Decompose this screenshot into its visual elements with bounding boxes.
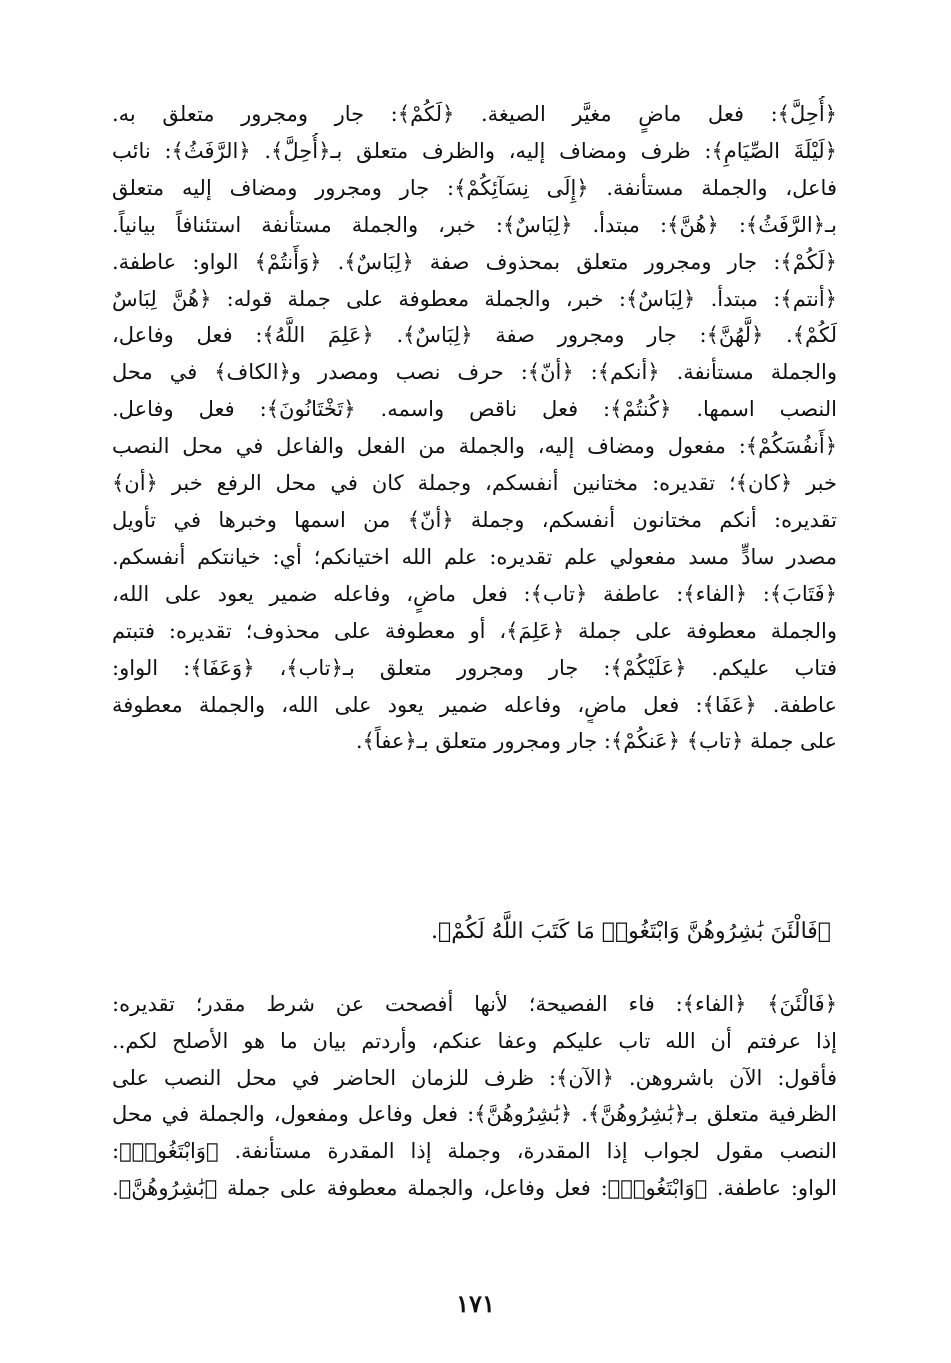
text-line: النصب اسمها. ﴿كُنتُمْ﴾: فعل ناقص واسمه. ﴿تَخْتَانُونَ﴾: فعل وفاعل. [112, 397, 837, 422]
text-line: إذا عرفتم أن الله تاب عليكم وعفا عنكم، وأردتم بيان ما هو الأصلح لكم.. [112, 1028, 837, 1053]
text-line: فاعل، والجملة مستأنفة. ﴿إِلَى نِسَآئِكُمْ﴾: جار ومجرور ومضاف إليه متعلق [112, 175, 837, 200]
text-line: مصدر سادٍّ مسد مفعولي علم تقديره: علم الله اختيانكم؛ أي: خيانتكم أنفسكم. [112, 544, 837, 569]
text-line: فأقول: الآن باشروهن. ﴿الآن﴾: ظرف للزمان الحاضر في محل النصب على [112, 1065, 837, 1090]
text-line: ﴿فَتَابَ﴾: ﴿الفاء﴾: عاطفة ﴿تاب﴾: فعل ماضٍ، وفاعله ضمير يعود على الله، [112, 581, 837, 606]
text-line: ﴿أَنفُسَكُمْ﴾: مفعول ومضاف إليه، والجملة من الفعل والفاعل في محل النصب [112, 434, 837, 459]
text-line: عاطفة. ﴿عَفَا﴾: فعل ماضٍ، وفاعله ضمير يعود على الله، والجملة معطوفة [112, 692, 837, 717]
text-line: والجملة مستأنفة. ﴿أنكم﴾: ﴿أنّ﴾: حرف نصب ومصدر و﴿الكاف﴾ في محل [112, 360, 837, 385]
grammar-analysis-paragraph-2 [112, 986, 837, 1207]
page-number: ١٧١ [456, 1289, 495, 1318]
text-line: ﴿لَيْلَةَ الصِّيَامِ﴾: ظرف ومضاف إليه، والظرف متعلق بـ﴿أُحِلَّ﴾. ﴿الرَّفَثُ﴾: نائب [112, 138, 837, 163]
text-line: ﴿أنتم﴾: مبتدأ. ﴿لِبَاسٌ﴾: خبر، والجملة معطوفة على جملة قوله: ﴿هُنَّ لِبَاسٌ [112, 286, 837, 311]
text-line: ﴿لَكُمْ﴾: جار ومجرور متعلق بمحذوف صفة ﴿لِبَاسٌ﴾. ﴿وَأَنتُمْ﴾ الواو: عاطفة. [112, 249, 837, 274]
text-line: بـ﴿الرَّفَثُ﴾: ﴿هُنَّ﴾: مبتدأ. ﴿لِبَاسٌ﴾: خبر، والجملة مستأنفة استئنافاً بيانياً. [112, 212, 837, 237]
text-line: خبر ﴿كان﴾؛ تقديره: مختانين أنفسكم، وجملة كان في محل الرفع خبر ﴿أن﴾ [112, 471, 837, 496]
text-line: النصب مقول لجواب إذا المقدرة، وجملة إذا المقدرة مستأنفة. ﴿وَابْتَغُوا۟﴾: [112, 1139, 837, 1164]
text-line: ﴿أُحِلَّ﴾: فعل ماضٍ مغيَّر الصيغة. ﴿لَكُمْ﴾: جار ومجرور متعلق به. [112, 102, 837, 126]
text-line: لَكُمْ﴾. ﴿لَّهُنَّ﴾: جار ومجرور صفة ﴿لِبَاسٌ﴾. ﴿عَلِمَ اللَّهُ﴾: فعل وفاعل، [112, 323, 837, 348]
grammar-analysis-paragraph-1 [112, 96, 837, 760]
text-line: فتاب عليكم. ﴿عَلَيْكُمْ﴾: جار ومجرور متعلق بـ﴿تاب﴾، ﴿وَعَفَا﴾: الواو: [112, 655, 837, 680]
text-line: تقديره: أنكم مختانون أنفسكم، وجملة ﴿أنّ﴾ من اسمها وخبرها في تأويل [112, 507, 837, 532]
text-line: على جملة ﴿تاب﴾ ﴿عَنكُمْ﴾: جار ومجرور متعلق بـ﴿عفاً﴾. [355, 729, 837, 754]
quran-verse: ﴿فَالْئَنَ بَٰشِرُوهُنَّ وَابْتَغُوا۟ مَا كَتَبَ اللَّهُ لَكُمْ﴾. [431, 919, 831, 944]
text-line: الواو: عاطفة. ﴿وَابْتَغُوا۟﴾: فعل وفاعل، والجملة معطوفة على جملة ﴿بَٰشِرُوهُنَّ﴾. [112, 1175, 837, 1200]
text-line: ﴿فَالْئَنَ﴾ ﴿الفاء﴾: فاء الفصيحة؛ لأنها أفصحت عن شرط مقدر؛ تقديره: [112, 992, 837, 1016]
text-line: والجملة معطوفة على جملة ﴿عَلِمَ﴾، أو معطوفة على محذوف؛ تقديره: فتبتم [112, 618, 837, 643]
text-line: الظرفية متعلق بـ﴿بَٰشِرُوهُنَّ﴾. ﴿بَٰشِرُوهُنَّ﴾: فعل وفاعل ومفعول، والجملة في محل [112, 1102, 837, 1127]
